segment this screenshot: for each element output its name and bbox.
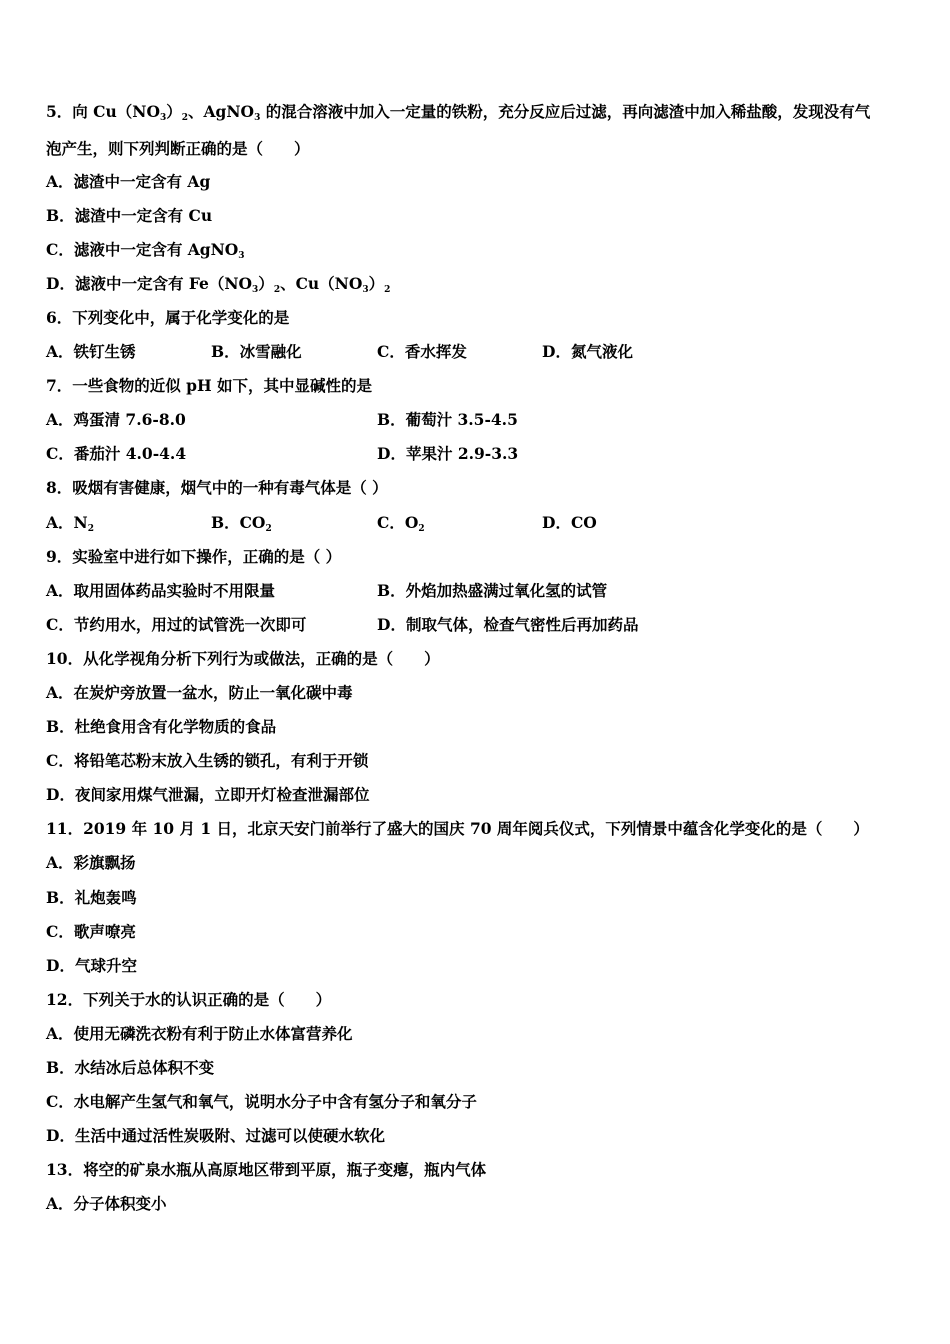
q6-stem: 6．下列变化中，属于化学变化的是	[46, 308, 290, 327]
q5-sub: 2	[181, 113, 189, 123]
q13-stem: 13．将空的矿泉水瓶从高原地区带到平原，瓶子变瘪，瓶内气体	[46, 1160, 487, 1179]
q7-option-c: C．番茄汁 4.0-4.4	[46, 444, 187, 463]
q5-option-d-text: ）	[368, 274, 385, 293]
q8-option-b	[211, 513, 272, 539]
q5-option-d	[46, 274, 390, 300]
q5-text: 的混合溶液中加入一定量的铁粉，充分反应后过滤，再向滤渣中加入稀盐酸，发现没有气	[260, 102, 871, 121]
q9-option-c: C．节约用水，用过的试管洗一次即可	[46, 615, 307, 634]
q9-option-d: D．制取气体，检查气密性后再加药品	[377, 615, 639, 634]
q6-option-d: D．氮气液化	[542, 342, 633, 361]
q12-option-b: B．水结冰后总体积不变	[46, 1058, 215, 1077]
q13-option-a: A．分子体积变小	[46, 1194, 167, 1213]
q6-option-c: C．香水挥发	[377, 342, 467, 361]
q5-option-d-text: D．滤液中一定含有 Fe（NO	[46, 274, 253, 293]
q5-sub: 3	[254, 113, 261, 123]
q12-option-c: C．水电解产生氢气和氧气，说明水分子中含有氢分子和氧分子	[46, 1092, 477, 1111]
q12-stem: 12．下列关于水的认识正确的是（ ）	[46, 990, 332, 1009]
q11-stem: 11．2019 年 10 月 1 日，北京天安门前举行了盛大的国庆 70 周年阅兵仪式，下列情景中蕴含化学变化的是（ ）	[46, 819, 869, 838]
q10-option-d: D．夜间家用煤气泄漏，立即开灯检查泄漏部位	[46, 785, 370, 804]
q8-option-a	[46, 513, 94, 539]
q11-option-c: C．歌声嘹亮	[46, 922, 136, 941]
q5-stem-line2: 泡产生，则下列判断正确的是（ ）	[46, 139, 310, 158]
q5-option-d-text: ）	[258, 274, 274, 293]
q5-text: ）	[166, 102, 182, 121]
q10-option-a: A．在炭炉旁放置一盆水，防止一氧化碳中毒	[46, 683, 353, 702]
q5-option-d-sub: 3	[252, 285, 259, 295]
q5-option-b: B．滤渣中一定含有 Cu	[46, 206, 213, 225]
q5-option-a: A．滤渣中一定含有 Ag	[46, 172, 211, 191]
q5-option-d-text: 、Cu（NO	[280, 274, 363, 293]
q7-stem: 7．一些食物的近似 pH 如下，其中显碱性的是	[46, 376, 373, 395]
q6-option-b: B．冰雪融化	[211, 342, 302, 361]
q9-stem: 9．实验室中进行如下操作，正确的是（ ）	[46, 547, 342, 566]
q9-option-b: B．外焰加热盛满过氧化氢的试管	[377, 581, 608, 600]
q5-text: 、AgNO	[188, 102, 255, 121]
q11-option-d: D．气球升空	[46, 956, 137, 975]
q11-option-a: A．彩旗飘扬	[46, 853, 136, 872]
q8-option-c-sub: 2	[418, 524, 425, 534]
q8-option-c-text: C．O	[377, 513, 419, 532]
q7-option-d: D．苹果汁 2.9-3.3	[377, 444, 519, 463]
q5-sub: 3	[159, 113, 167, 123]
q7-option-a: A．鸡蛋清 7.6-8.0	[46, 410, 186, 429]
q12-option-a: A．使用无磷洗衣粉有利于防止水体富营养化	[46, 1024, 353, 1043]
q5-option-c-sub: 3	[238, 251, 245, 261]
q5-option-d-sub: 3	[362, 285, 369, 295]
q9-option-a: A．取用固体药品实验时不用限量	[46, 581, 276, 600]
q10-option-b: B．杜绝食用含有化学物质的食品	[46, 717, 277, 736]
q5-option-c	[46, 240, 245, 266]
q5-text: 5．向 Cu（NO	[46, 102, 160, 121]
q5-option-d-sub: 2	[273, 285, 281, 295]
q5-option-d-sub: 2	[384, 285, 391, 295]
q8-option-b-text: B．CO	[211, 513, 266, 532]
q5-stem-line1	[46, 102, 870, 128]
q6-option-a: A．铁钉生锈	[46, 342, 136, 361]
q12-option-d: D．生活中通过活性炭吸附、过滤可以使硬水软化	[46, 1126, 385, 1145]
q8-stem: 8．吸烟有害健康，烟气中的一种有毒气体是（ ）	[46, 478, 388, 497]
q8-option-c	[377, 513, 425, 539]
q11-option-b: B．礼炮轰鸣	[46, 888, 137, 907]
q5-option-c-text: C．滤液中一定含有 AgNO	[46, 240, 239, 259]
q8-option-d: D．CO	[542, 513, 597, 532]
q10-option-c: C．将铅笔芯粉末放入生锈的锁孔，有利于开锁	[46, 751, 369, 770]
q10-stem: 10．从化学视角分析下列行为或做法，正确的是（ ）	[46, 649, 440, 668]
q8-option-b-sub: 2	[265, 524, 272, 534]
q8-option-a-sub: 2	[87, 524, 94, 534]
q7-option-b: B．葡萄汁 3.5-4.5	[377, 410, 518, 429]
q8-option-a-text: A．N	[46, 513, 88, 532]
